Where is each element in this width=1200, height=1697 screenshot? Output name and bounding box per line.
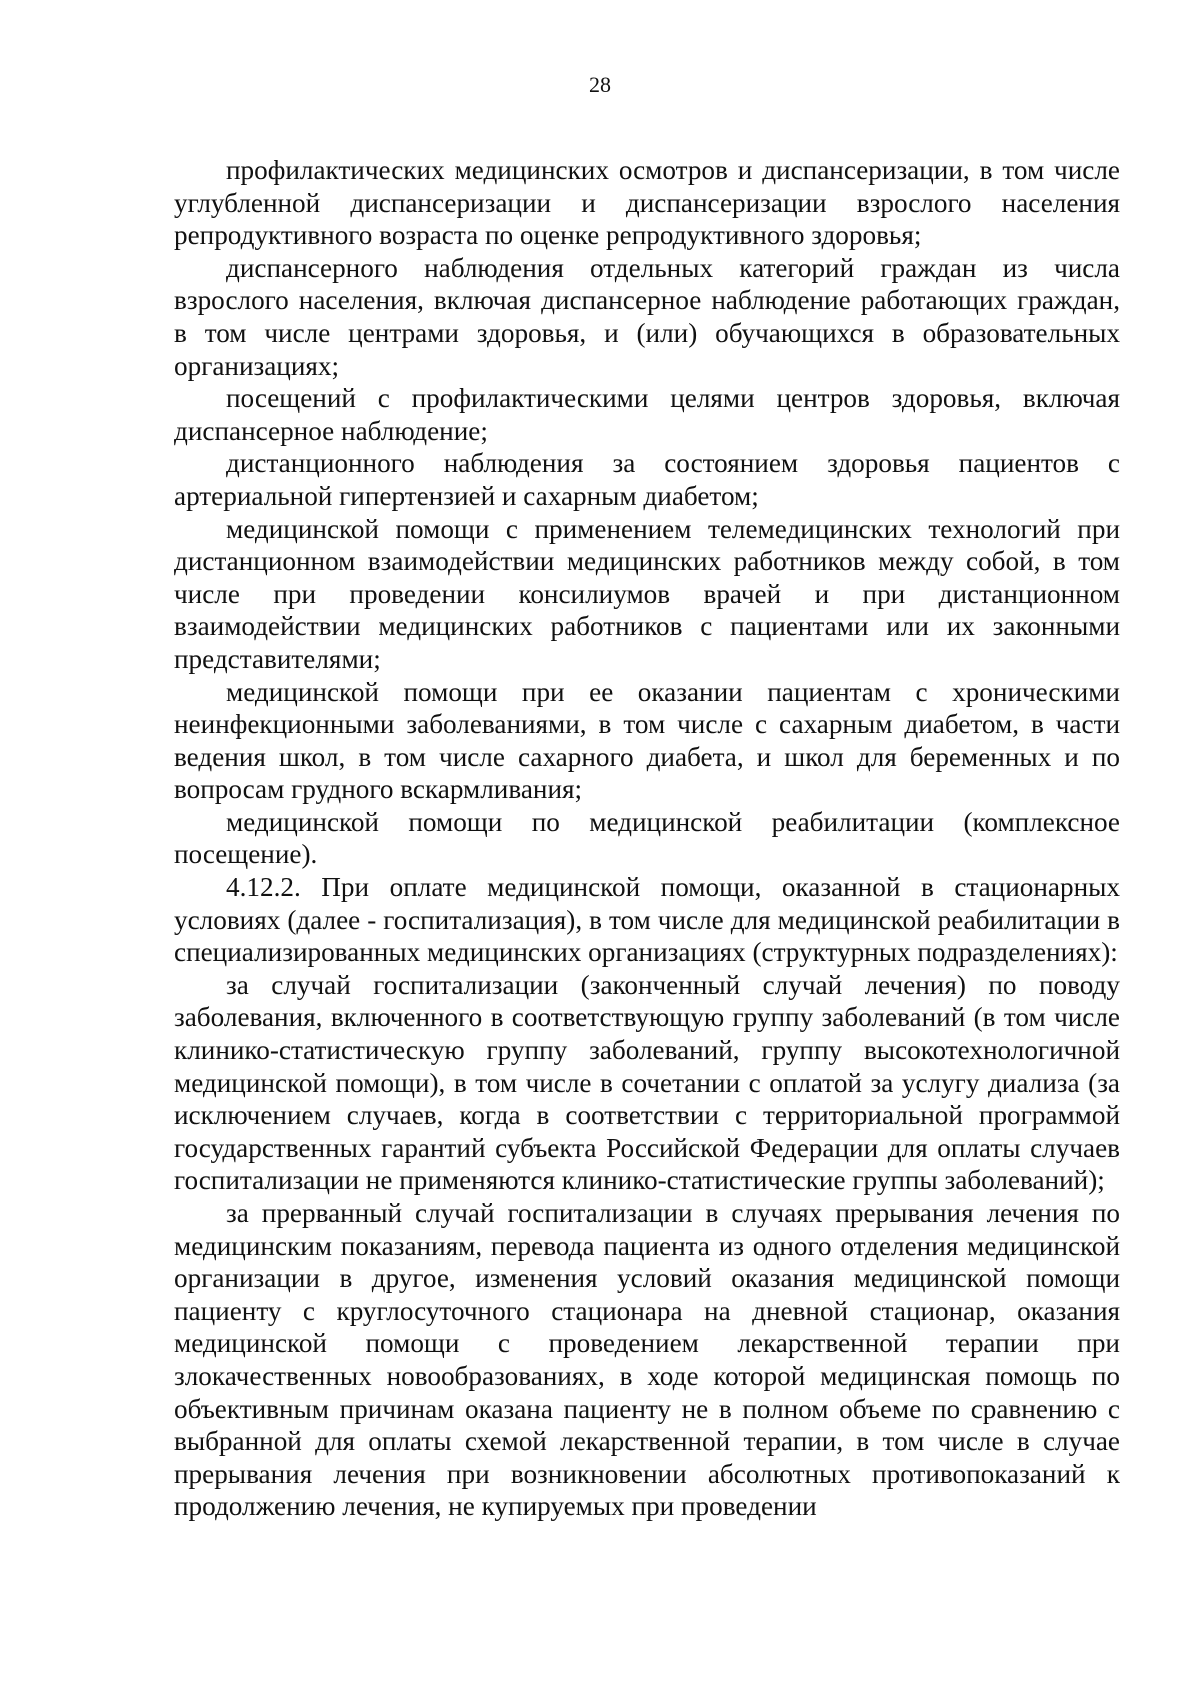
paragraph-dispensary-observation: диспансерного наблюдения отдельных категорий граждан из числа взрослого населения, включая диспансерное наблюдение работающих граждан, в том числе центрами здоровья, и (или) обучающихся в образовательных организациях; bbox=[174, 252, 1120, 381]
paragraph-rehabilitation: медицинской помощи по медицинской реабилитации (комплексное посещение). bbox=[174, 806, 1120, 870]
page-number: 28 bbox=[589, 72, 611, 97]
paragraph-interrupted-case: за прерванный случай госпитализации в случаях прерывания лечения по медицинским показаниям, перевода пациента из одного отделения медицинской организации в другое, изменения условий оказания медицинской помощи пациенту с круглосуточного стационара на дневной стационар, оказания медицинской помощи с проведением лекарственной терапии при злокачественных новообразованиях, в ходе которой медицинская помощь по объективным причинам оказана пациенту не в полном объеме по сравнению с выбранной для оплаты схемой лекарственной терапии, в том числе в случае прерывания лечения при возникновении абсолютных противопоказаний к продолжению лечения, не купируемых при проведении bbox=[174, 1198, 1120, 1522]
paragraph-telemedicine: медицинской помощи с применением телемедицинских технологий при дистанционном взаимодействии медицинских работников между собой, в том числе при проведении консилиумов врачей и при дистанционном взаимодействии медицинских работников с пациентами или их законными представителями; bbox=[174, 513, 1120, 674]
paragraph-preventive-exams: профилактических медицинских осмотров и диспансеризации, в том числе углубленной диспансеризации и диспансеризации взрослого населения репродуктивного возраста по оценке репродуктивного здоровья; bbox=[174, 155, 1120, 251]
paragraph-completed-case: за случай госпитализации (законченный случай лечения) по поводу заболевания, включенного в соответствующую группу заболеваний (в том числе клинико-статистическую группу заболеваний, группу высокотехнологичной медицинской помощи), в том числе в сочетании с оплатой за услугу диализа (за исключением случаев, когда в соответствии с территориальной программой государственных гарантий субъекта Российской Федерации для оплаты случаев госпитализации не применяются клинико-статистические группы заболеваний); bbox=[174, 969, 1120, 1196]
paragraph-chronic-diseases-schools: медицинской помощи при ее оказании пациентам с хроническими неинфекционными заболеваниями, в том числе с сахарным диабетом, в части ведения школ, в том числе сахарного диабета, и школ для беременных и по вопросам грудного вскармливания; bbox=[174, 676, 1120, 805]
paragraph-health-center-visits: посещений с профилактическими целями центров здоровья, включая диспансерное наблюдение; bbox=[174, 383, 1120, 446]
document-body bbox=[174, 154, 1120, 1523]
paragraph-section-4-12-2: 4.12.2. При оплате медицинской помощи, оказанной в стационарных условиях (далее - госпитализация), в том числе для медицинской реабилитации в специализированных медицинских организациях (структурных подразделениях): bbox=[174, 872, 1120, 968]
paragraph-remote-monitoring: дистанционного наблюдения за состоянием здоровья пациентов с артериальной гипертензией и сахарным диабетом; bbox=[174, 448, 1120, 511]
